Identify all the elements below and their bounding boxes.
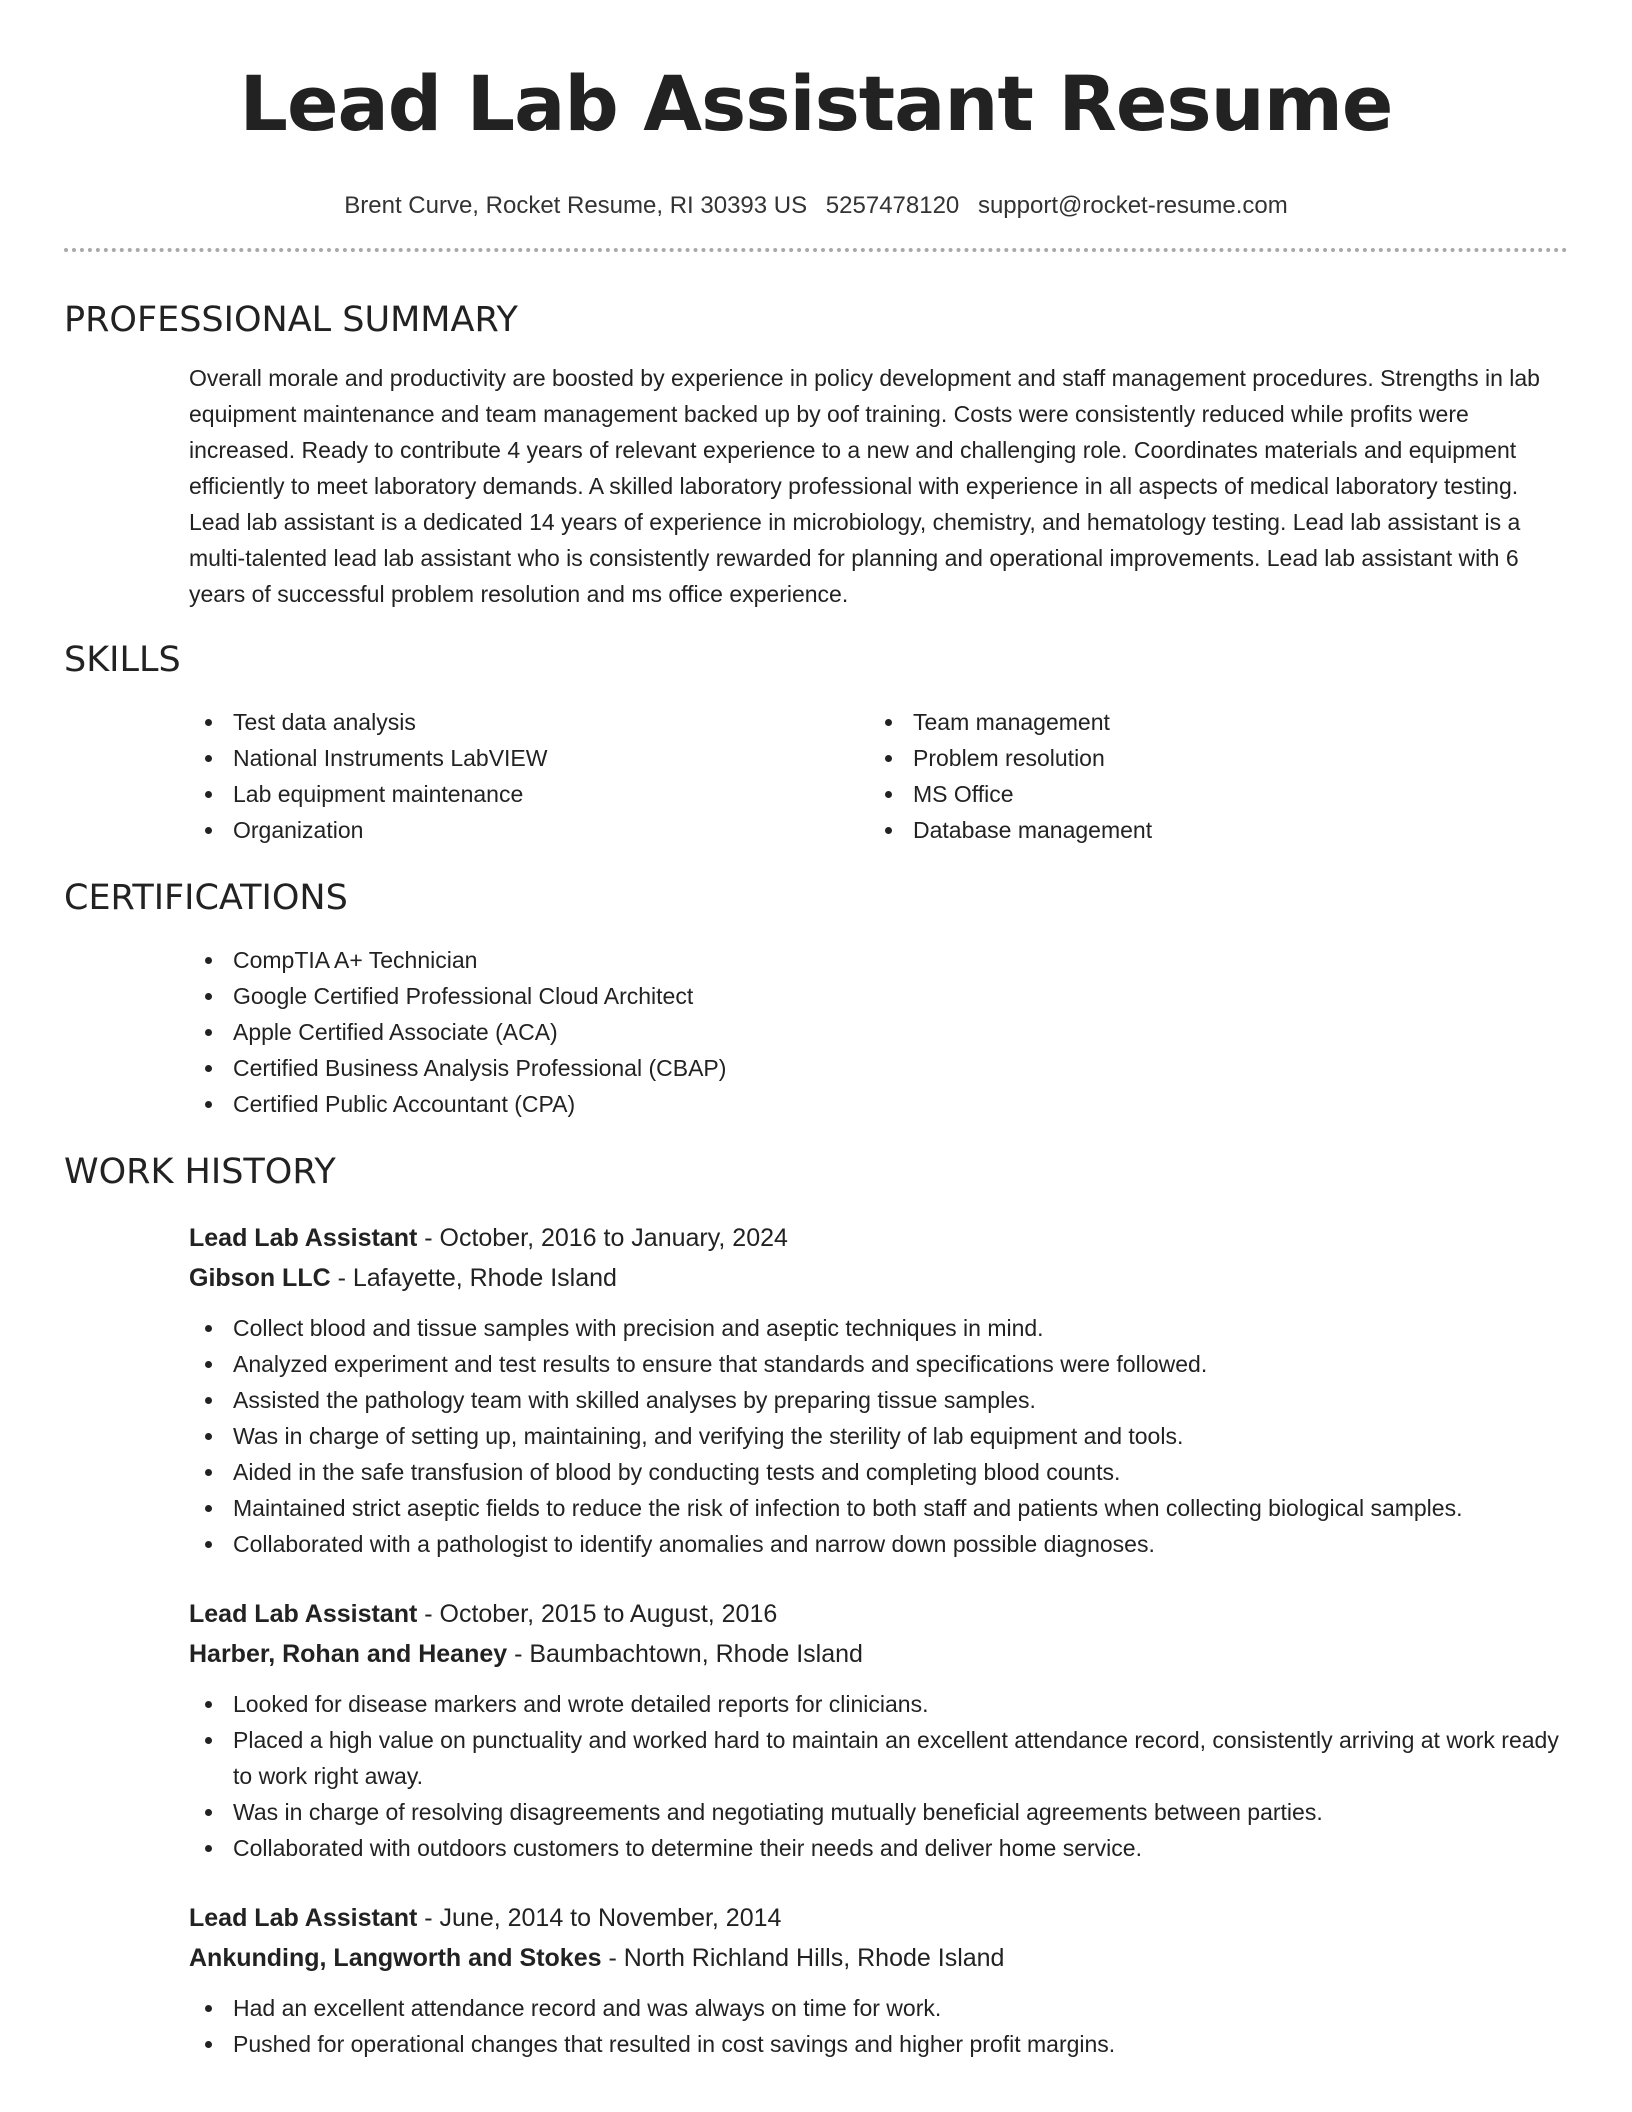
- job-location: - Baumbachtown, Rhode Island: [507, 1640, 863, 1668]
- contact-line: [64, 190, 1568, 222]
- contact-email: support@rocket-resume.com: [977, 192, 1288, 219]
- job-bullets: [189, 1990, 1568, 2062]
- job-bullet: Analyzed experiment and test results to ensure that standards and specifications were followed.: [189, 1346, 1568, 1382]
- job-title-line: [189, 1898, 1568, 1938]
- skill-item: Organization: [189, 812, 869, 848]
- job-title-line: [189, 1218, 1568, 1258]
- certification-item: Certified Business Analysis Professional (CBAP): [189, 1050, 1568, 1086]
- job-bullets: [189, 1310, 1568, 1562]
- skill-item: Team management: [869, 704, 1549, 740]
- section-title-skills: SKILLS: [64, 640, 181, 680]
- skill-item: National Instruments LabVIEW: [189, 740, 869, 776]
- job-dates: - October, 2015 to August, 2016: [417, 1600, 778, 1628]
- job-role: Lead Lab Assistant: [189, 1600, 418, 1628]
- job-company: Ankunding, Langworth and Stokes: [189, 1944, 602, 1972]
- skills-column-left: [189, 704, 869, 848]
- header-divider: [64, 248, 1568, 252]
- skills-list: [189, 704, 1568, 848]
- certifications-list: [189, 942, 1568, 1122]
- job-bullet: Looked for disease markers and wrote detailed reports for clinicians.: [189, 1686, 1568, 1722]
- skill-item: Problem resolution: [869, 740, 1549, 776]
- job-location: - North Richland Hills, Rhode Island: [601, 1944, 1005, 1972]
- job-bullet: Aided in the safe transfusion of blood by conducting tests and completing blood counts.: [189, 1454, 1568, 1490]
- certification-item: Certified Public Accountant (CPA): [189, 1086, 1568, 1122]
- contact-phone: 5257478120: [825, 192, 960, 219]
- skill-item: Lab equipment maintenance: [189, 776, 869, 812]
- skill-item: MS Office: [869, 776, 1549, 812]
- job-entry: [189, 1218, 1568, 1562]
- job-company: Harber, Rohan and Heaney: [189, 1640, 508, 1668]
- job-bullet: Maintained strict aseptic fields to reduce the risk of infection to both staff and patients when collecting biological samples.: [189, 1490, 1568, 1526]
- job-entry: [189, 1594, 1568, 1866]
- job-company-line: [189, 1258, 1568, 1298]
- job-entry: [189, 1898, 1568, 2062]
- job-bullet: Had an excellent attendance record and was always on time for work.: [189, 1990, 1568, 2026]
- section-title-summary: PROFESSIONAL SUMMARY: [64, 300, 518, 340]
- job-bullet: Pushed for operational changes that resulted in cost savings and higher profit margins.: [189, 2026, 1568, 2062]
- certification-item: Apple Certified Associate (ACA): [189, 1014, 1568, 1050]
- job-bullets: [189, 1686, 1568, 1866]
- summary-text: Overall morale and productivity are boosted by experience in policy development and staff management procedures. Strengths in lab equipment maintenance and team management backed up by oof training. Costs were consistently reduced while profits were increased. Ready to contribute 4 years of relevant experience to a new and challenging role. Coordinates materials and equipment efficiently to meet laboratory demands. A skilled laboratory professional with experience in all aspects of medical laboratory testing. Lead lab assistant is a dedicated 14 years of experience in microbiology, chemistry, and hematology testing. Lead lab assistant is a multi-talented lead lab assistant who is consistently rewarded for planning and operational improvements. Lead lab assistant with 6 years of successful problem resolution and ms office experience.: [189, 365, 1540, 607]
- section-title-work-history: WORK HISTORY: [64, 1152, 336, 1192]
- certification-item: CompTIA A+ Technician: [189, 942, 1568, 978]
- job-company: Gibson LLC: [189, 1264, 331, 1292]
- job-dates: - October, 2016 to January, 2024: [417, 1224, 788, 1252]
- job-bullet: Assisted the pathology team with skilled analyses by preparing tissue samples.: [189, 1382, 1568, 1418]
- job-company-line: [189, 1938, 1568, 1978]
- job-location: - Lafayette, Rhode Island: [330, 1264, 617, 1292]
- job-title-line: [189, 1594, 1568, 1634]
- job-bullet: Was in charge of setting up, maintaining, and verifying the sterility of lab equipment and tools.: [189, 1418, 1568, 1454]
- job-bullet: Placed a high value on punctuality and worked hard to maintain an excellent attendance record, consistently arriving at work ready to work right away.: [189, 1722, 1568, 1794]
- section-title-certifications: CERTIFICATIONS: [64, 878, 348, 918]
- skill-item: Test data analysis: [189, 704, 869, 740]
- job-bullet: Collaborated with a pathologist to identify anomalies and narrow down possible diagnoses.: [189, 1526, 1568, 1562]
- job-bullet: Was in charge of resolving disagreements and negotiating mutually beneficial agreements between parties.: [189, 1794, 1568, 1830]
- skills-column-right: [869, 704, 1549, 848]
- job-role: Lead Lab Assistant: [189, 1224, 418, 1252]
- job-bullet: Collaborated with outdoors customers to determine their needs and deliver home service.: [189, 1830, 1568, 1866]
- contact-address: Brent Curve, Rocket Resume, RI 30393 US: [344, 192, 808, 219]
- resume-page: [64, 0, 1568, 2062]
- job-company-line: [189, 1634, 1568, 1674]
- certification-item: Google Certified Professional Cloud Architect: [189, 978, 1568, 1014]
- job-dates: - June, 2014 to November, 2014: [417, 1904, 782, 1932]
- job-bullet: Collect blood and tissue samples with precision and aseptic techniques in mind.: [189, 1310, 1568, 1346]
- resume-title: Lead Lab Assistant Resume: [239, 59, 1393, 148]
- skill-item: Database management: [869, 812, 1549, 848]
- job-role: Lead Lab Assistant: [189, 1904, 418, 1932]
